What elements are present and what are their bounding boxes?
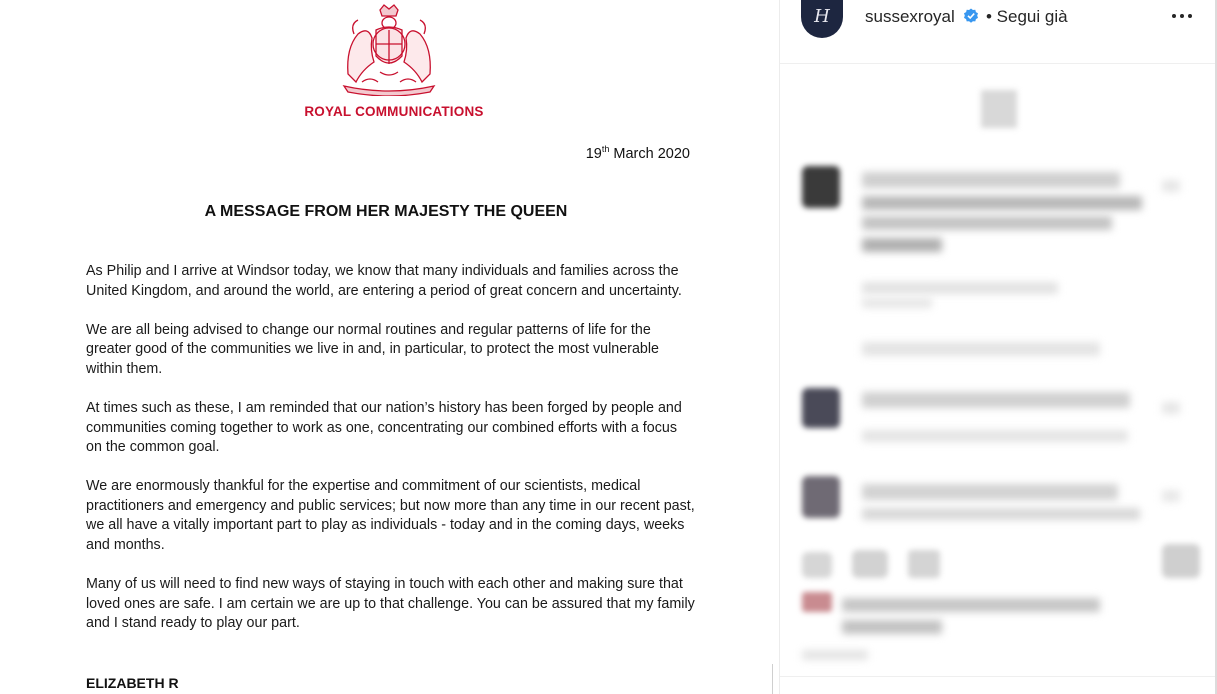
like-icon[interactable] <box>1162 180 1180 192</box>
comment-text <box>862 392 1130 408</box>
share-icon[interactable] <box>908 550 940 578</box>
post-timestamp <box>802 650 868 660</box>
comment-meta <box>862 298 932 308</box>
likes-summary <box>842 620 942 634</box>
comment-text <box>862 196 1142 210</box>
letter-title: A MESSAGE FROM HER MAJESTY THE QUEEN <box>204 203 568 220</box>
letter-paragraph: At times such as these, I am reminded that our nation’s history has been forged by people and communities coming together to work as one, concentrating our combined efforts with a focus on the common goal. <box>86 399 682 456</box>
letter-paragraph: We are enormously thankful for the expertise and commitment of our scientists, medical practitioners and emergency and public services; but now more than any time in our recent past, we all have a vitally important part to play as individuals - today and in the coming days, weeks and months. <box>86 478 695 554</box>
avatar <box>802 388 840 428</box>
avatar[interactable]: H <box>801 0 843 38</box>
heart-icon[interactable] <box>802 552 832 578</box>
comment-meta <box>862 282 1058 294</box>
comment-text <box>862 216 1112 230</box>
view-replies[interactable] <box>862 342 1100 356</box>
bookmark-icon[interactable] <box>1162 544 1200 578</box>
like-icon[interactable] <box>1162 490 1180 502</box>
letter-paragraph: As Philip and I arrive at Windsor today, we know that many individuals and families across the United Kingdom, and around the world, are entering a period of great concern and uncertainty. <box>86 263 682 299</box>
divider <box>772 664 773 694</box>
like-icon[interactable] <box>1162 402 1180 414</box>
comment-text <box>862 238 942 252</box>
letter-heading: ROYAL COMMUNICATIONS <box>304 104 484 119</box>
avatar <box>802 166 840 208</box>
comment-text <box>862 508 1140 520</box>
follow-status[interactable]: • Segui già <box>986 7 1068 26</box>
royal-crest-logo <box>340 4 438 96</box>
more-horizontal-icon[interactable] <box>1172 12 1194 20</box>
post-header <box>780 0 1216 64</box>
avatar <box>802 476 840 518</box>
letter-body <box>86 262 696 653</box>
post-panel <box>779 0 1217 694</box>
letter-paragraph: Many of us will need to find new ways of staying in touch with each other and making sure that loved ones are safe. I am certain we are up to that challenge. You can be assured that my family and I stand ready to play our part. <box>86 576 695 632</box>
letter-signature: ELIZABETH R <box>86 675 179 691</box>
likes-summary <box>842 598 1100 612</box>
loading-icon <box>981 90 1017 128</box>
comment-meta <box>862 430 1128 442</box>
letter-paragraph: We are all being advised to change our normal routines and regular patterns of life for the greater good of the communities we live in and, in particular, to protect the most vulnerable within them. <box>86 321 659 377</box>
verified-badge-icon <box>963 8 979 24</box>
comment-text <box>862 172 1120 188</box>
comment-icon[interactable] <box>852 550 888 578</box>
username-link[interactable]: sussexroyal <box>865 7 955 26</box>
letter-date: 19th March 2020 <box>585 144 690 162</box>
comment-text <box>862 484 1118 500</box>
avatar <box>802 592 832 612</box>
divider <box>780 676 1216 677</box>
